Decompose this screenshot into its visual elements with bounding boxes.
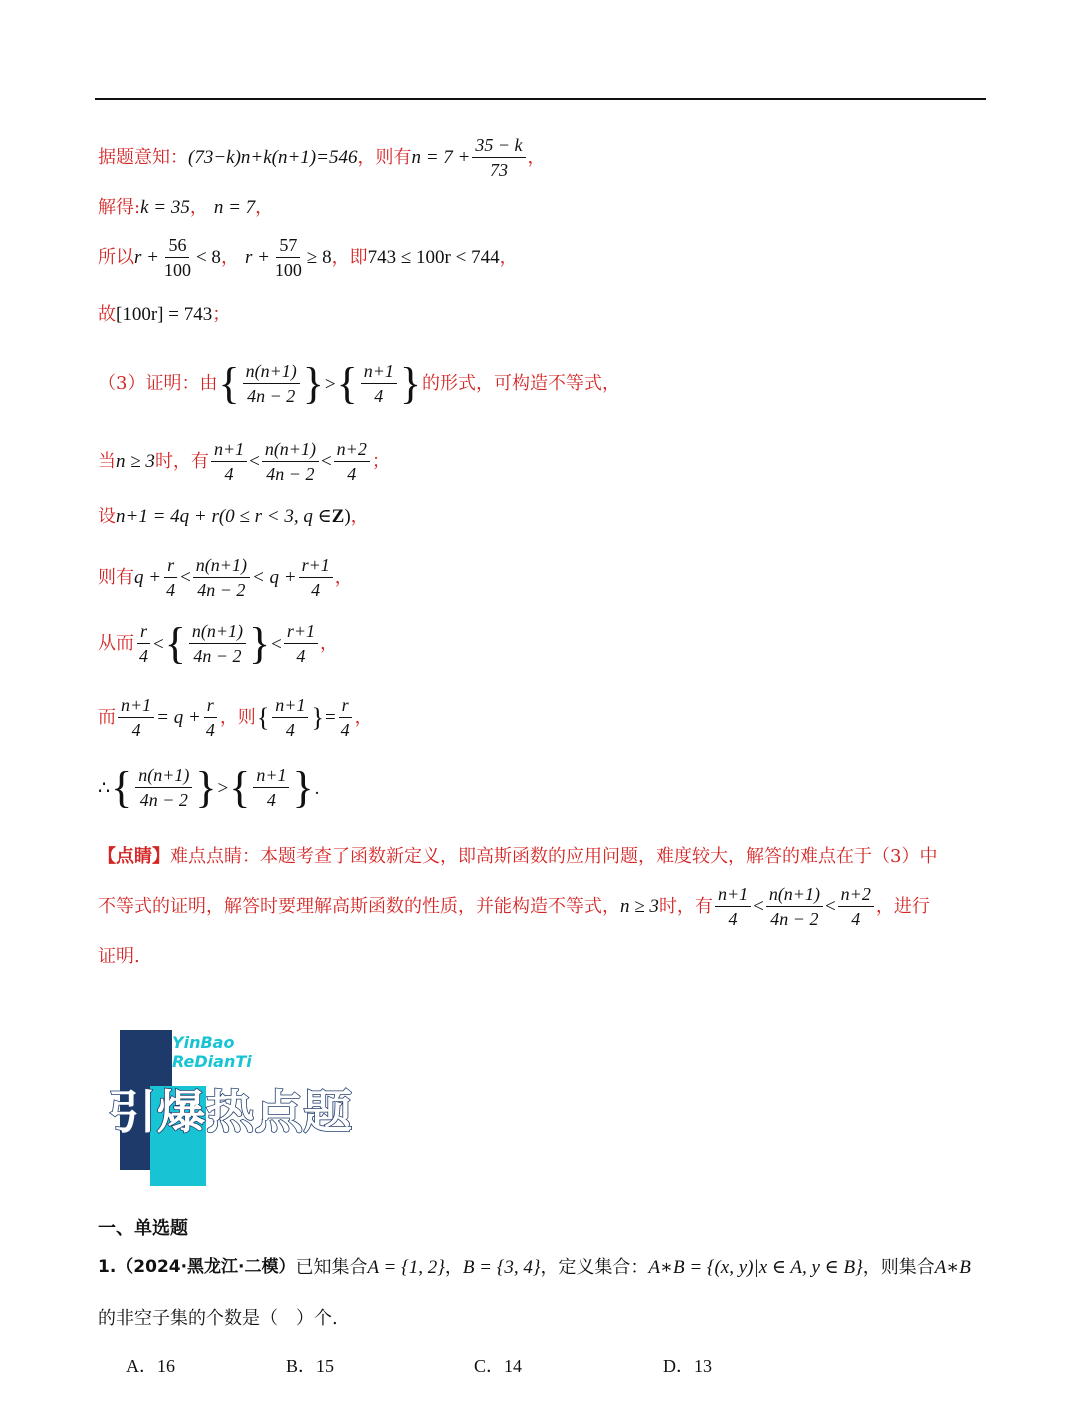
equation: n ≥ 3 [620, 896, 659, 918]
fraction: $\frac{n+2}{4}$ [838, 885, 874, 929]
solution-line-4 [98, 305, 230, 324]
operator: > [324, 373, 336, 395]
fraction: $\frac{n+1}{4}$ [272, 696, 308, 740]
text: ，定义集合： [540, 1256, 649, 1278]
equation: n ≥ 3 [116, 451, 155, 473]
text: 从而 [98, 633, 134, 654]
solution-line-3 [98, 236, 518, 280]
question-1-line-2 [98, 1310, 338, 1328]
text: 已知集合 [295, 1256, 368, 1278]
solution-line-9: 从而 $\frac{r}{4}$ < { $\frac{n(n+1)}{4n - 2}$ } < $\frac{r+1}{4}$ ， [98, 619, 338, 668]
operator: < [249, 451, 260, 473]
text: 据题意知： [98, 146, 188, 168]
text: （3）证明：由 [98, 373, 218, 394]
equation: n+1 = 4q + r(0 ≤ r < 3, q ∈ [116, 506, 332, 527]
text: 时，有 [658, 895, 713, 917]
option-c[interactable]: C．14 [474, 1356, 523, 1376]
equation: r + [134, 247, 159, 269]
text: ， [334, 566, 353, 588]
text: ， [354, 706, 373, 728]
text: 则有 [98, 566, 134, 588]
fraction: $\frac{57}{100}$ [274, 235, 302, 280]
question-1-line-1 [98, 1258, 971, 1277]
fraction: $\frac{r+1}{4}$ [299, 556, 333, 600]
text: 不等式的证明，解答时要理解高斯函数的性质，并能构造不等式， [98, 895, 620, 917]
operator: > [217, 777, 229, 799]
equation: 743 ≤ 100r < 744 [367, 247, 500, 269]
text: ； [212, 303, 231, 325]
logo-text-cn: 引爆热点题 [108, 1085, 352, 1139]
fraction: $\frac{n+1}{4}$ [715, 885, 751, 929]
option-d[interactable]: D．13 [663, 1356, 712, 1376]
fraction: $\frac{n+2}{4}$ [334, 440, 370, 484]
text: ， [444, 1256, 463, 1278]
logo-text-en1: YinBao [172, 1033, 235, 1052]
text: ，即 [331, 246, 368, 268]
note-line-3 [98, 948, 140, 966]
operator: < [271, 633, 282, 655]
equation: (73−k)n+k(n+1)=546 [188, 147, 358, 169]
text: ，则 [219, 706, 256, 728]
operator: < [153, 633, 164, 655]
fraction: $\frac{r}{4}$ [203, 696, 218, 740]
option-a[interactable]: A．16 [126, 1356, 175, 1376]
text: 证明. [98, 946, 140, 967]
solution-line-5: （3）证明：由 { $\frac{n(n+1)}{4n - 2}$ } > { $\frac{n+1}{4}$ } 的形式，可构造不等式， [98, 359, 620, 408]
equation: A∗B = {(x, y)|x ∈ A, y ∈ B} [648, 1257, 863, 1278]
equation: = q + [156, 707, 201, 729]
fraction: $\frac{r+1}{4}$ [284, 622, 318, 666]
solution-line-1 [98, 136, 546, 180]
note-line-1 [98, 848, 937, 866]
note-line-2 [98, 885, 930, 929]
equation: ≥ 8 [306, 247, 332, 269]
solution-line-8 [98, 556, 353, 600]
text: 的非空子集的个数是（ ）个. [98, 1308, 338, 1329]
operator: < [320, 451, 332, 473]
equation: r + [244, 247, 270, 269]
equation: B = {3, 4} [462, 1257, 541, 1278]
equation: A = {1, 2} [367, 1257, 445, 1278]
equation: n = 7 [213, 197, 256, 218]
fraction: $\frac{n(n+1)}{4n - 2}$ [135, 766, 192, 810]
text: ， [499, 246, 518, 268]
solution-line-2 [98, 198, 273, 217]
text: ，则有 [357, 146, 412, 168]
yinbao-logo [106, 1028, 356, 1188]
fraction: $\frac{56}{100}$ [163, 235, 191, 280]
fraction: $\frac{r}{4}$ [136, 622, 151, 666]
text: 的形式，可构造不等式， [421, 373, 620, 394]
fraction: $\frac{r}{4}$ [163, 556, 178, 600]
operator: < [180, 567, 191, 589]
operator: < [824, 896, 836, 918]
text: . [314, 777, 320, 799]
operator: < q + [251, 567, 297, 589]
equation: [100r] = 743 [116, 304, 213, 325]
question-number: 1.（2024·黑龙江·二模） [98, 1257, 296, 1277]
text: 所以 [98, 246, 134, 268]
text: ， [220, 246, 239, 268]
text: 当 [98, 450, 116, 472]
note-tag: 【点睛】 [98, 846, 170, 867]
section-title: 一、单选题 [98, 1218, 188, 1239]
equation: q + [134, 567, 162, 589]
operator: = [324, 707, 336, 729]
logo-text-en2: ReDianTi [172, 1052, 252, 1071]
text: ， [189, 196, 208, 218]
fraction: $\frac{n(n+1)}{4n - 2}$ [189, 622, 246, 666]
header-rule [95, 98, 986, 100]
solution-line-7 [98, 507, 369, 526]
fraction: $\frac{r}{4}$ [338, 696, 353, 740]
text: 设 [98, 505, 116, 527]
equation: n = 7 + [411, 147, 471, 169]
fraction: $\frac{n+1}{4}$ [361, 362, 397, 406]
fraction: $\frac{n(n+1)}{4n - 2}$ [262, 440, 319, 484]
fraction: $\frac{35 - k}{73}$ [472, 136, 525, 180]
text: ， [527, 146, 546, 168]
text: 难点点睛：本题考查了函数新定义，即高斯函数的应用问题，难度较大，解答的难点在于（3）中 [170, 846, 938, 867]
text: ， [319, 633, 338, 654]
solution-line-11: ∴ { $\frac{n(n+1)}{4n - 2}$ } > { $\frac{n+1}{4}$ } . [98, 763, 320, 812]
therefore-symbol: ∴ [98, 777, 111, 799]
solution-line-6 [98, 440, 390, 484]
option-b[interactable]: B．15 [286, 1356, 335, 1376]
operator: < [753, 896, 764, 918]
fraction: $\frac{n(n+1)}{4n - 2}$ [193, 556, 250, 600]
text: 而 [98, 706, 116, 728]
equation: ) [344, 506, 351, 527]
text: 故 [98, 303, 116, 325]
fraction: $\frac{n(n+1)}{4n - 2}$ [766, 885, 823, 929]
equation: k = 35 [140, 197, 190, 218]
fraction: $\frac{n+1}{4}$ [118, 696, 154, 740]
text: 解得: [98, 196, 141, 218]
fraction: $\frac{n+1}{4}$ [211, 440, 247, 484]
solution-line-10: 而 $\frac{n+1}{4}$ = q + $\frac{r}{4}$ ，则 { $\frac{n+1}{4}$ } = $\frac{r}{4}$ ， [98, 695, 373, 740]
text: ， [350, 505, 369, 527]
text: ，则集合 [862, 1256, 935, 1278]
fraction: $\frac{n+1}{4}$ [253, 766, 289, 810]
fraction: $\frac{n(n+1)}{4n - 2}$ [243, 362, 300, 406]
text: ，进行 [875, 895, 930, 917]
equation: A∗B [934, 1257, 971, 1278]
text: 时，有 [154, 450, 209, 472]
integer-set-symbol: Z [331, 506, 345, 527]
equation: < 8 [195, 247, 221, 269]
text: ； [371, 450, 390, 472]
text: ， [255, 196, 274, 218]
